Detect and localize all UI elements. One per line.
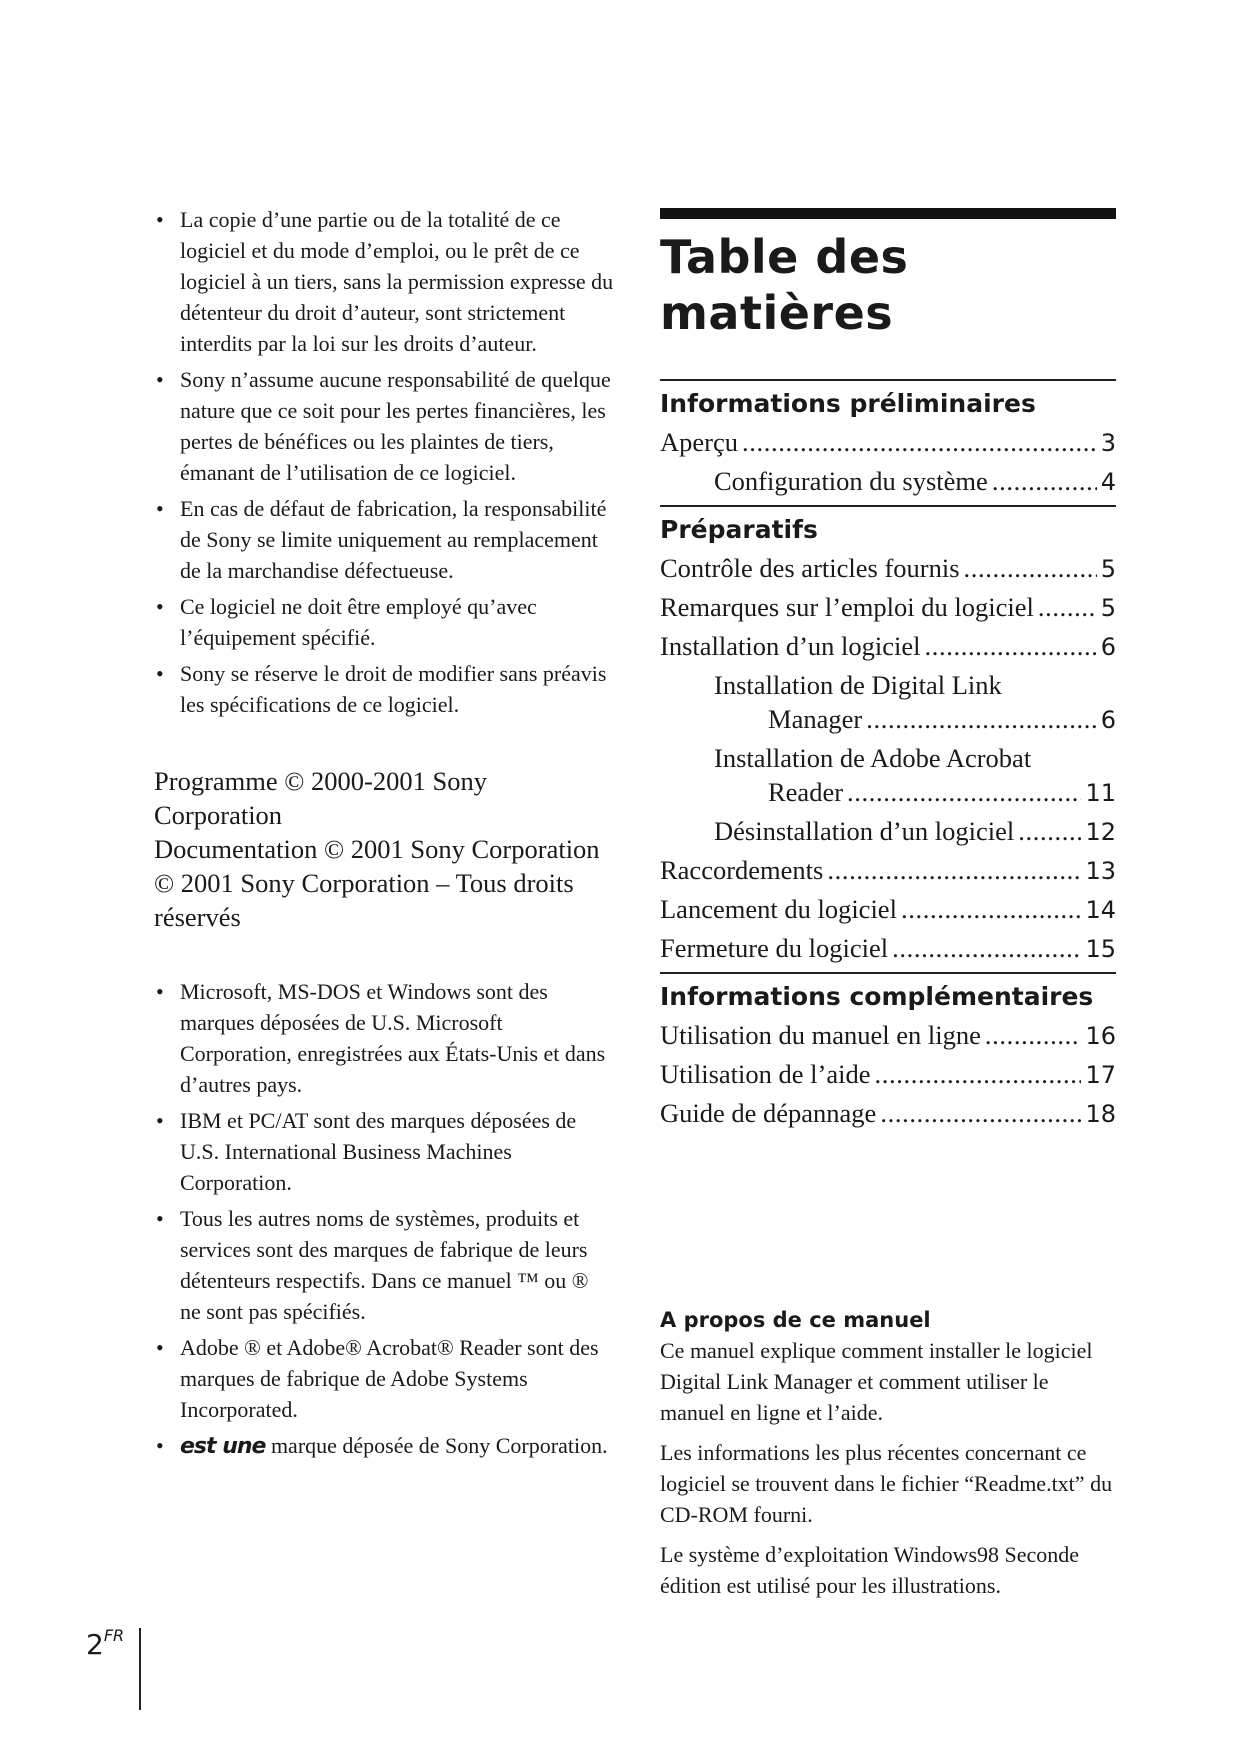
notice-list: [154, 204, 614, 720]
table-of-contents: [660, 208, 1116, 1137]
toc-page-number: 6: [1100, 706, 1116, 734]
toc-entry[interactable]: [660, 549, 1116, 588]
toc-entry[interactable]: [660, 812, 1116, 851]
toc-entry-title: Guide de dépannage: [660, 1098, 877, 1128]
about-paragraph: Ce manuel explique comment installer le logiciel Digital Link Manager et comment utiliser le manuel en ligne et l’aide.: [660, 1338, 1093, 1425]
dot-leader: [1038, 588, 1097, 626]
list-item: • En cas de défaut de fabrication, la responsabilité de Sony se limite uniquement au remplacement de la marchandise défectueuse.: [154, 493, 614, 586]
brand-logo-icon: est une: [180, 1434, 266, 1459]
list-item: • Sony n’assume aucune responsabilité de quelque nature que ce soit pour les pertes financières, les pertes de bénéfices ou les plaintes de tiers, émanant de l’utilisation de ce logiciel.: [154, 364, 614, 488]
about-paragraph: Les informations les plus récentes concernant ce logiciel se trouvent dans le fichier “Readme.txt” du CD-ROM fourni.: [660, 1440, 1113, 1527]
toc-page-number: 14: [1085, 896, 1116, 924]
toc-entry[interactable]: [660, 1055, 1116, 1094]
left-column: [154, 204, 614, 1467]
toc-entry[interactable]: [660, 588, 1116, 627]
toc-entry-title: Installation de Adobe Acrobat: [714, 743, 1032, 773]
toc-page-number: 3: [1100, 429, 1116, 457]
dot-leader: [925, 627, 1097, 665]
toc-section-heading: Informations complémentaires: [660, 982, 1094, 1011]
toc-page-number: 13: [1085, 857, 1116, 885]
toc-entry-title: Configuration du système: [714, 466, 988, 496]
dot-leader: [847, 773, 1081, 811]
toc-entry[interactable]: [660, 627, 1116, 666]
list-item: • Microsoft, MS-DOS et Windows sont des marques déposées de U.S. Microsoft Corporation, enregistrées aux États-Unis et dans d’autres pays.: [154, 976, 614, 1100]
toc-entry-title: Installation d’un logiciel: [660, 631, 921, 661]
about-section: [660, 1305, 1116, 1610]
dot-leader: [874, 1055, 1081, 1093]
copyright-line: Programme © 2000-2001 Sony Corporation: [154, 766, 487, 830]
page-number: [86, 1628, 124, 1661]
dot-leader: [901, 890, 1082, 928]
list-item: • Adobe ® et Adobe® Acrobat® Reader sont des marques de fabrique de Adobe Systems Incorporated.: [154, 1332, 614, 1425]
toc-entry-title: Remarques sur l’emploi du logiciel: [660, 592, 1034, 622]
toc-entry-title: Reader: [768, 777, 844, 807]
list-item: • La copie d’une partie ou de la totalité de ce logiciel et du mode d’emploi, ou le prêt de ce logiciel à un tiers, sans la permission expresse du détenteur du droit d’auteur, sont strictement interdits par la loi sur les droits d’auteur.: [154, 204, 614, 359]
toc-page-number: 5: [1100, 594, 1116, 622]
copyright-line: © 2001 Sony Corporation – Tous droits réservés: [154, 868, 574, 932]
toc-entry[interactable]: [660, 890, 1116, 929]
dot-leader: [827, 851, 1081, 889]
dot-leader: [880, 1094, 1081, 1132]
about-title: A propos de ce manuel: [660, 1308, 931, 1332]
toc-page-number: 6: [1100, 633, 1116, 661]
dot-leader: [892, 929, 1081, 967]
dot-leader: [992, 462, 1097, 500]
toc-section: [660, 505, 1116, 968]
page-title: Table des matières: [660, 230, 909, 340]
toc-entry[interactable]: [660, 851, 1116, 890]
toc-page-number: 11: [1085, 779, 1116, 807]
toc-page-number: 5: [1100, 555, 1116, 583]
copyright-block: [154, 764, 614, 934]
toc-page-number: 17: [1085, 1061, 1116, 1089]
toc-entry-title: Manager: [768, 704, 863, 734]
toc-entry-line[interactable]: [660, 739, 1116, 777]
logo-bullet-text: marque déposée de Sony Corporation.: [270, 1433, 608, 1458]
toc-section: [660, 379, 1116, 501]
list-item: • Sony se réserve le droit de modifier sans préavis les spécifications de ce logiciel.: [154, 658, 614, 720]
dot-leader: [1018, 812, 1081, 850]
dot-leader: [866, 700, 1097, 738]
list-item: • Tous les autres noms de systèmes, produits et services sont des marques de fabrique de leurs détenteurs respectifs. Dans ce manuel ™ ou ® ne sont pas spécifiés.: [154, 1203, 614, 1327]
toc-entry-title: Aperçu: [660, 427, 738, 457]
toc-entry-title: Contrôle des articles fournis: [660, 553, 960, 583]
title-rule: [660, 208, 1116, 219]
toc-entry[interactable]: [660, 462, 1116, 501]
toc-entry-title: Fermeture du logiciel: [660, 933, 889, 963]
toc-page-number: 15: [1085, 935, 1116, 963]
list-item: • IBM et PC/AT sont des marques déposées de U.S. International Business Machines Corporation.: [154, 1105, 614, 1198]
toc-page-number: 4: [1100, 468, 1116, 496]
toc-entry-title: Utilisation du manuel en ligne: [660, 1020, 981, 1050]
toc-entry[interactable]: [660, 1016, 1116, 1055]
page-language: FR: [103, 1626, 125, 1645]
toc-entry[interactable]: [660, 423, 1116, 462]
toc-section: [660, 972, 1116, 1133]
toc-entry[interactable]: [660, 1094, 1116, 1133]
dot-leader: [964, 549, 1097, 587]
toc-entry[interactable]: [660, 929, 1116, 968]
toc-page-number: 16: [1085, 1022, 1116, 1050]
dot-leader: [742, 423, 1097, 461]
list-item: • Ce logiciel ne doit être employé qu’avec l’équipement spécifié.: [154, 591, 614, 653]
trademark-list: [154, 976, 614, 1462]
toc-entry[interactable]: [660, 700, 1116, 739]
toc-entry-title: Lancement du logiciel: [660, 894, 897, 924]
toc-section-heading: Informations préliminaires: [660, 389, 1036, 418]
copyright-line: Documentation © 2001 Sony Corporation: [154, 834, 600, 864]
toc-entry-title: Raccordements: [660, 855, 824, 885]
dot-leader: [985, 1016, 1082, 1054]
about-paragraph: Le système d’exploitation Windows98 Seconde édition est utilisé pour les illustrations.: [660, 1542, 1080, 1598]
list-item: [154, 1430, 614, 1462]
toc-entry[interactable]: [660, 773, 1116, 812]
margin-rule: [139, 1628, 141, 1710]
toc-sections: [660, 379, 1116, 1133]
toc-entry-title: Désinstallation d’un logiciel: [714, 816, 1015, 846]
toc-section-heading: Préparatifs: [660, 515, 818, 544]
toc-entry-line[interactable]: [660, 666, 1116, 704]
toc-entry-title: Utilisation de l’aide: [660, 1059, 871, 1089]
toc-page-number: 12: [1085, 818, 1116, 846]
toc-entry-title: Installation de Digital Link: [714, 670, 1002, 700]
toc-page-number: 18: [1085, 1100, 1116, 1128]
page-number-value: 2: [86, 1628, 104, 1661]
